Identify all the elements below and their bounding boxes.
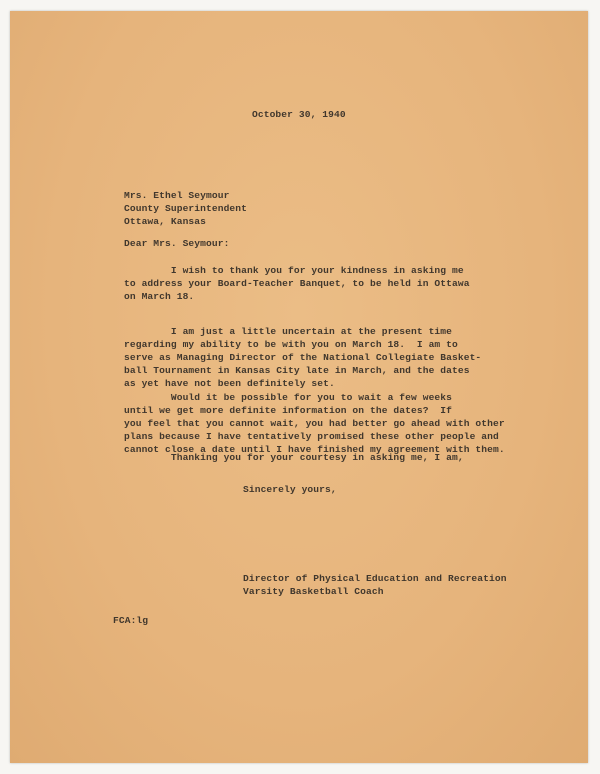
signature-block [243, 572, 507, 598]
recipient-address [124, 189, 247, 228]
paragraph-line: cannot close a date until I have finished my agreement with them. [124, 444, 505, 455]
letter-date: October 30, 1940 [252, 109, 346, 120]
paragraph-line: Thanking you for your courtesy in asking me, I am, [124, 452, 464, 463]
paragraph-line: I am just a little uncertain at the present time [124, 326, 453, 337]
letter-page [10, 11, 588, 763]
salutation: Dear Mrs. Seymour: [124, 238, 230, 249]
paragraph-line: you feel that you cannot wait, you had better go ahead with other [124, 418, 505, 429]
paragraph-line: serve as Managing Director of the National Collegiate Basket- [124, 352, 482, 363]
closing: Sincerely yours, [243, 484, 337, 495]
recipient-name: Mrs. Ethel Seymour [124, 190, 230, 201]
paragraph-line: as yet have not been definitely set. [124, 378, 335, 389]
paragraph-line: until we get more definite information on the dates? If [124, 405, 453, 416]
paragraph-line: I wish to thank you for your kindness in asking me [124, 265, 464, 276]
paragraph-thanks [124, 264, 470, 303]
paragraph-line: Would it be possible for you to wait a few weeks [124, 392, 453, 403]
paragraph-line: plans because I have tentatively promised these other people and [124, 431, 499, 442]
signature-subtitle: Varsity Basketball Coach [243, 586, 384, 597]
paragraph-line: regarding my ability to be with you on March 18. I am to [124, 339, 458, 350]
signature-title: Director of Physical Education and Recreation [243, 573, 507, 584]
paragraph-wait [124, 391, 505, 456]
recipient-title: County Superintendent [124, 203, 248, 214]
paragraph-line: on March 18. [124, 291, 195, 302]
paragraph-uncertain [124, 325, 481, 390]
recipient-city: Ottawa, Kansas [124, 216, 207, 227]
paragraph-courtesy [124, 451, 464, 464]
paragraph-line: to address your Board-Teacher Banquet, to be held in Ottawa [124, 278, 470, 289]
paragraph-line: ball Tournament in Kansas City late in March, and the dates [124, 365, 470, 376]
reference-initials: FCA:lg [113, 615, 149, 626]
